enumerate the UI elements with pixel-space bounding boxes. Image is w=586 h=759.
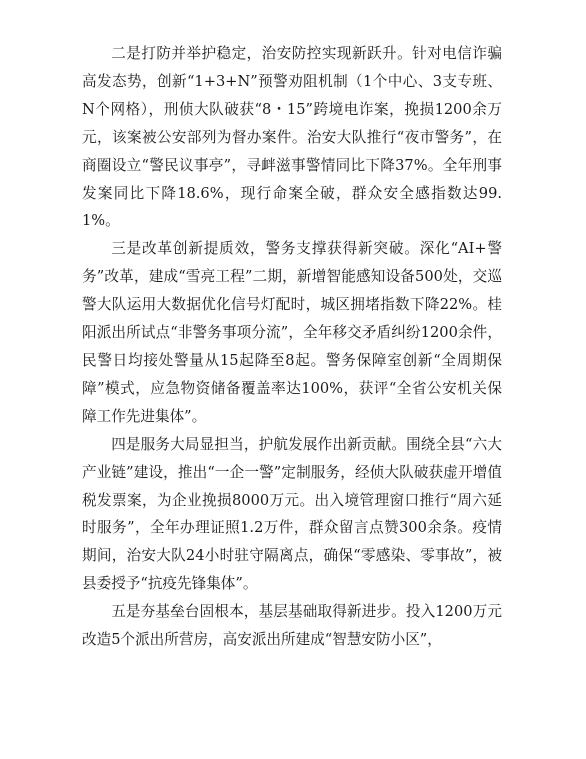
paragraph-3-text: 深化“AI+警务”改革，建成“雪亮工程”二期，新增智能感知设备500处，交巡警大队运用大数据优化信号灯配时，城区拥堵指数下降22%。桂阳派出所试点“非警务事项分流”，全年移交矛盾纠纷1200余件，民警日均接处警量从15起降至8起。警务保障室创新“全周期保障”模式，应急物资储备覆盖率达100%，获评“全省公安机关保障工作先进集体”。 bbox=[82, 240, 502, 425]
paragraph-5 bbox=[82, 598, 502, 654]
paragraph-3 bbox=[82, 235, 502, 430]
paragraph-5-lead: 五是夯基垒台固根本，基层基础取得新进步。 bbox=[111, 603, 406, 621]
paragraph-4-text: 围绕全县“六大产业链”建设，推出“一企一警”定制服务，经侦大队破获虚开增值税发票案，为企业挽损8000万元。出入境管理窗口推行“周六延时服务”，全年办理证照1.2万件，群众留言点赞300余条。疫情期间，治安大队24小时驻守隔离点，确保“零感染、零事故”，被县委授予“抗疫先锋集体”。 bbox=[82, 435, 502, 593]
paragraph-4-lead: 四是服务大局显担当，护航发展作出新贡献。 bbox=[111, 435, 407, 453]
document-body bbox=[82, 40, 502, 654]
paragraph-4 bbox=[82, 431, 502, 598]
paragraph-5-text: 投入1200万元改造5个派出所营房，高安派出所建成“智慧安防小区”， bbox=[82, 603, 502, 649]
paragraph-3-lead: 三是改革创新提质效，警务支撑获得新突破。 bbox=[111, 240, 420, 258]
paragraph-2-text: 针对电信诈骗高发态势，创新“1+3+N”预警劝阻机制（1个中心、3支专班、N个网格），刑侦大队破获“8・15”跨境电诈案，挽损1200余万元，该案被公安部列为督办案件。治安大队推行“夜市警务”，在商圈设立“警民议事亭”，寻衅滋事警情同比下降37%。全年刑事发案同比下降18.6%，现行命案全破，群众安全感指数达99.1%。 bbox=[82, 45, 502, 230]
paragraph-2-lead: 二是打防并举护稳定，治安防控实现新跃升。 bbox=[111, 45, 413, 62]
paragraph-2 bbox=[82, 40, 502, 235]
